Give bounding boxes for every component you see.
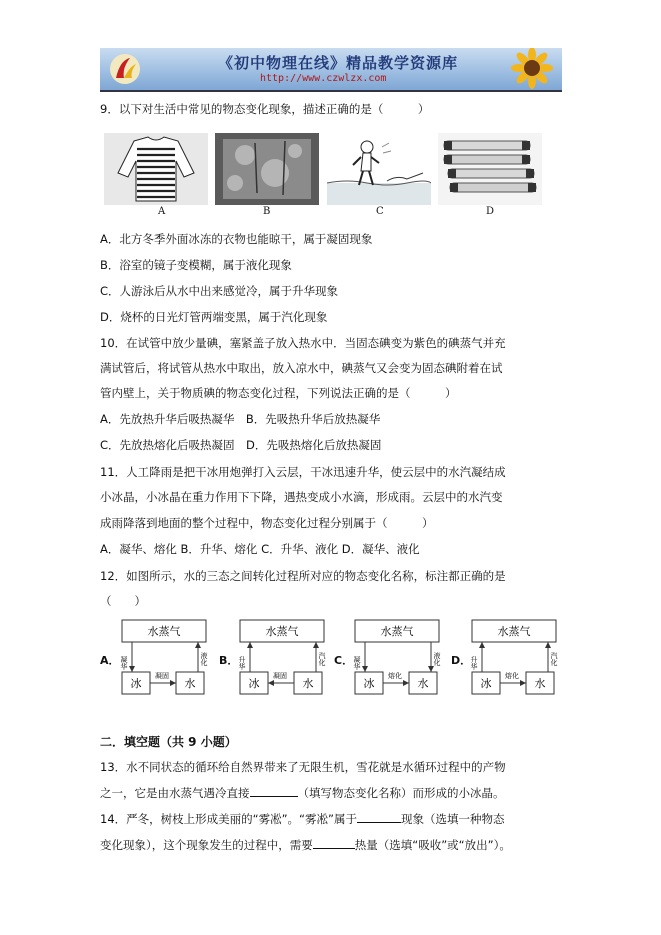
q13-line-1: 13．水不同状态的循环给自然界带来了无限生机，雪花就是水循环过程中的产物 bbox=[100, 760, 506, 774]
q10-option-ab: A．先放热升华后吸热凝华 B．先吸热升华后放热凝华 bbox=[100, 412, 381, 426]
right-transition-label: 汽化 bbox=[318, 652, 326, 666]
q10-option-cd: C．先放热熔化后吸热凝固 D．先吸热熔化后放热凝固 bbox=[100, 438, 382, 452]
water-box-label: 水 bbox=[417, 677, 429, 690]
q11-options: A．凝华、熔化 B．升华、熔化 C．升华、液化 D．凝华、液化 bbox=[100, 542, 420, 556]
vapor-box-label: 水蒸气 bbox=[497, 625, 531, 638]
q12-letter-a: A． bbox=[100, 654, 120, 667]
q14-line-2-before: 变化现象），这个现象发生的过程中，需要 bbox=[100, 838, 313, 852]
pic-label-c: C bbox=[376, 206, 384, 217]
q12-letter-b: B． bbox=[219, 654, 239, 667]
q10-line-1: 10．在试管中放少量碘，塞紧盖子放入热水中．当固态碘变为紫色的碘蒸气并充 bbox=[100, 336, 506, 350]
q11-line-3: 成雨降落到地面的整个过程中，物态变化过程分别属于（ ） bbox=[100, 516, 434, 530]
section-heading: 二．填空题（共 9 小题） bbox=[100, 735, 237, 749]
q14-line-2 bbox=[100, 838, 511, 852]
q10-line-2: 满试管后，将试管从热水中取出，放入凉水中，碘蒸气又会变为固态碘附着在试 bbox=[100, 361, 503, 375]
left-transition-label: 凝华 bbox=[353, 656, 361, 670]
q13-line-2 bbox=[100, 786, 505, 800]
fluorescent-tubes-image bbox=[438, 133, 542, 205]
q9-stem: 9．以下对生活中常见的物态变化现象，描述正确的是（ ） bbox=[100, 102, 430, 116]
right-transition-label: 汽化 bbox=[550, 652, 558, 666]
q12-line-2: （ ） bbox=[100, 594, 146, 608]
phase-diagram-a bbox=[118, 618, 226, 698]
q14-answer-blank-2[interactable] bbox=[313, 848, 355, 849]
q12-line-1: 12．如图所示，水的三态之间转化过程所对应的物态变化名称，标注都正确的是 bbox=[100, 569, 506, 583]
vapor-box-label: 水蒸气 bbox=[265, 625, 299, 638]
q14-line-1-after: 现象（选填一种物态 bbox=[400, 812, 505, 826]
header-banner bbox=[100, 48, 562, 92]
q14-line-1-before: 14．严冬，树枝上形成美丽的“雾凇”。“雾凇”属于 bbox=[100, 812, 357, 826]
sunflower-icon bbox=[488, 48, 558, 90]
right-transition-label: 液化 bbox=[433, 652, 441, 666]
q9-option-d: D．烧杯的日光灯管两端变黑，属于汽化现象 bbox=[100, 310, 328, 324]
banner-url[interactable]: http://www.czwlzx.com bbox=[260, 73, 387, 84]
q11-line-1: 11．人工降雨是把干冰用炮弹打入云层，干冰迅速升华，使云层中的水汽凝结成 bbox=[100, 465, 506, 479]
banner-title: 《初中物理在线》精品教学资源库 bbox=[218, 54, 459, 72]
pic-label-d: D bbox=[486, 206, 495, 217]
ice-box-label: 冰 bbox=[480, 677, 492, 690]
q14-answer-blank-1[interactable] bbox=[357, 822, 401, 823]
left-transition-label: 升华 bbox=[470, 656, 478, 670]
right-transition-label: 液化 bbox=[200, 652, 208, 666]
water-box-label: 水 bbox=[534, 677, 546, 690]
q14-line-1 bbox=[100, 812, 504, 826]
foggy-mirror-image bbox=[215, 133, 319, 205]
phase-diagram-d bbox=[468, 618, 576, 698]
pic-label-b: B bbox=[263, 206, 271, 217]
q9-option-b: B．浴室的镜子变模糊，属于液化现象 bbox=[100, 258, 292, 272]
q13-line-2-after: （填写物态变化名称）而形成的小冰晶。 bbox=[297, 786, 505, 800]
mid-transition-label: 熔化 bbox=[388, 672, 402, 680]
water-box-label: 水 bbox=[302, 677, 314, 690]
q10-line-3: 管内壁上，关于物质碘的物态变化过程，下列说法正确的是（ ） bbox=[100, 386, 457, 400]
q12-letter-d: D． bbox=[451, 654, 472, 667]
phase-diagram-c bbox=[351, 618, 459, 698]
ice-box-label: 冰 bbox=[248, 677, 260, 690]
q9-option-a: A．北方冬季外面冰冻的衣物也能晾干，属于凝固现象 bbox=[100, 232, 373, 246]
pic-label-a: A bbox=[158, 206, 166, 217]
mid-transition-label: 凝固 bbox=[273, 672, 287, 680]
mid-transition-label: 熔化 bbox=[505, 672, 519, 680]
site-logo-icon bbox=[108, 52, 142, 86]
left-transition-label: 凝华 bbox=[120, 656, 128, 670]
q14-line-2-after: 热量（选填“吸收”或“放出”）。 bbox=[354, 838, 511, 852]
water-box-label: 水 bbox=[184, 677, 196, 690]
q9-option-c: C．人游泳后从水中出来感觉冷，属于升华现象 bbox=[100, 284, 339, 298]
mid-transition-label: 凝固 bbox=[155, 672, 169, 680]
vapor-box-label: 水蒸气 bbox=[147, 625, 181, 638]
left-transition-label: 升华 bbox=[238, 656, 246, 670]
q11-line-2: 小冰晶，小冰晶在重力作用下下降，遇热变成小水滴，形成雨。云层中的水汽变 bbox=[100, 490, 503, 504]
vapor-box-label: 水蒸气 bbox=[380, 625, 414, 638]
q13-line-2-before: 之一，它是由水蒸气遇冷直接 bbox=[100, 786, 250, 800]
q12-letter-c: C． bbox=[334, 654, 354, 667]
phase-diagram-b bbox=[236, 618, 344, 698]
ice-box-label: 冰 bbox=[130, 677, 142, 690]
swimmer-image bbox=[327, 133, 431, 205]
ice-box-label: 冰 bbox=[363, 677, 375, 690]
sweater-image bbox=[104, 133, 208, 205]
q13-answer-blank[interactable] bbox=[250, 796, 298, 797]
